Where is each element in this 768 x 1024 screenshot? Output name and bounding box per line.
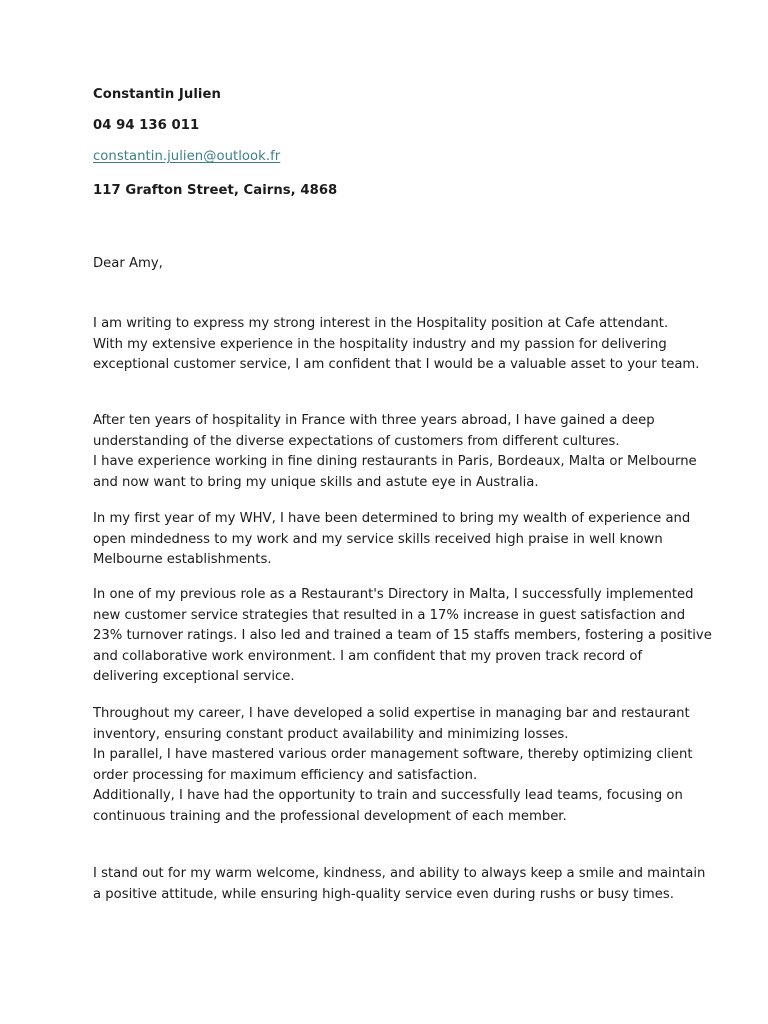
paragraph-line: Additionally, I have had the opportunity to train and successfully lead teams, focusing on xyxy=(93,788,683,804)
paragraph-line: Melbourne establishments. xyxy=(93,552,272,568)
sender-address: 117 Grafton Street, Cairns, 4868 xyxy=(93,183,338,198)
paragraph-line: and now want to bring my unique skills and astute eye in Australia. xyxy=(93,474,539,490)
paragraph-line: exceptional customer service, I am confident that I would be a valuable asset to your team. xyxy=(93,357,700,373)
paragraph-experience xyxy=(93,411,697,493)
paragraph-line: I have experience working in fine dining restaurants in Paris, Bordeaux, Malta or Melbourne xyxy=(93,454,697,470)
paragraph-line: Throughout my career, I have developed a solid expertise in managing bar and restaurant xyxy=(93,706,690,721)
paragraph-whv xyxy=(93,509,693,571)
paragraph-line: In parallel, I have mastered various order management software, thereby optimizing client xyxy=(93,747,693,763)
sender-phone: 04 94 136 011 xyxy=(93,118,200,133)
paragraph-line: In one of my previous role as a Restaurant's Directory in Malta, I successfully implemented xyxy=(93,587,694,602)
paragraph-line: order processing for maximum efficiency and satisfaction. xyxy=(93,767,478,783)
paragraph-line: understanding of the diverse expectations of customers from different cultures. xyxy=(93,433,620,449)
paragraph-intro xyxy=(93,314,700,376)
paragraph-line: inventory, ensuring constant product availability and minimizing losses. xyxy=(93,726,569,742)
paragraph-line: I am writing to express my strong interest in the Hospitality position at Cafe attendant. xyxy=(93,316,669,331)
paragraph-line: I stand out for my warm welcome, kindness, and ability to always keep a smile and maintain xyxy=(93,866,706,881)
paragraph-line: delivering exceptional service. xyxy=(93,669,295,685)
paragraph-personal-qualities xyxy=(93,864,706,905)
paragraph-line: new customer service strategies that resulted in a 17% increase in guest satisfaction and xyxy=(93,607,686,623)
paragraph-line: With my extensive experience in the hospitality industry and my passion for delivering xyxy=(93,336,667,352)
paragraph-line: a positive attitude, while ensuring high-quality service even during rushs or busy times. xyxy=(93,886,674,902)
paragraph-line: In my first year of my WHV, I have been determined to bring my wealth of experience and xyxy=(93,511,691,526)
paragraph-line: 23% turnover ratings. I also led and trained a team of 15 staffs members, fostering a positive xyxy=(93,628,712,644)
paragraph-career-skills xyxy=(93,704,693,828)
paragraph-line: open mindedness to my work and my service skills received high praise in well known xyxy=(93,531,663,547)
salutation: Dear Amy, xyxy=(93,256,163,271)
paragraph-line: and collaborative work environment. I am confident that my proven track record of xyxy=(93,648,643,664)
paragraph-line: continuous training and the professional development of each member. xyxy=(93,808,567,824)
sender-email-link[interactable]: constantin.julien@outlook.fr xyxy=(93,149,281,164)
paragraph-malta-role xyxy=(93,585,712,688)
paragraph-line: After ten years of hospitality in France with three years abroad, I have gained a deep xyxy=(93,413,655,428)
sender-name: Constantin Julien xyxy=(93,87,221,102)
